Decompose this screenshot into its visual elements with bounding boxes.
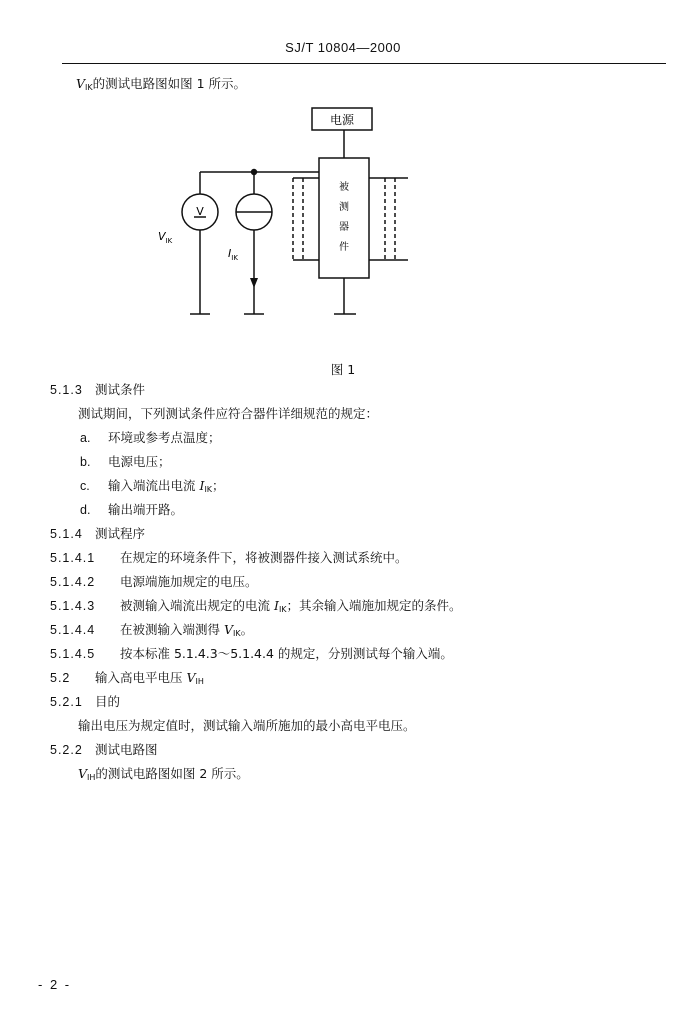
section-number: 5.2	[50, 671, 71, 685]
condition-item	[80, 502, 183, 518]
step-number: 5.1.4.1	[50, 551, 96, 565]
condition-letter: a.	[80, 431, 91, 445]
condition-item	[80, 430, 221, 446]
section-5-1-3-heading	[50, 382, 145, 398]
step-number: 5.1.4.5	[50, 647, 96, 661]
condition-text: 输出端开路。	[108, 502, 184, 517]
step-number: 5.1.4.2	[50, 575, 96, 589]
dut-char-3: 器	[339, 222, 349, 233]
section-5-1-4-heading	[50, 526, 145, 542]
conditions-intro: 测试期间，下列测试条件应符合器件详细规范的规定：	[78, 406, 379, 421]
step-symbol: V	[223, 622, 234, 637]
i-ik-label: $I_{IK}$	[228, 247, 238, 262]
step-symbol: I	[273, 598, 279, 613]
intro-symbol: V	[76, 76, 86, 91]
step-symbol-sub: IK	[233, 629, 241, 638]
intro-symbol-sub: IK	[85, 83, 93, 92]
purpose-text: 输出电压为规定值时，测试输入端所施加的最小高电平电压。	[78, 718, 416, 733]
section-5-2-2-heading	[50, 742, 158, 758]
section-number: 5.2.1	[50, 695, 83, 709]
figure2-symbol: V	[78, 766, 88, 781]
figure2-symbol-sub: IH	[87, 773, 96, 782]
condition-letter: b.	[80, 455, 91, 469]
condition-letter: c.	[80, 479, 90, 493]
step-text: 被测输入端流出规定的电流	[120, 598, 274, 613]
section-title: 目的	[95, 694, 121, 709]
v-ik-label: $V_{IK}$	[158, 230, 173, 245]
section-number: 5.1.3	[50, 383, 83, 397]
figure2-text: 的测试电路图如图 2 所示。	[95, 766, 249, 781]
step-number: 5.1.4.4	[50, 623, 96, 637]
voltmeter-symbol: V	[196, 205, 204, 218]
condition-letter: d.	[80, 503, 91, 517]
section-symbol: V	[186, 670, 196, 685]
step-text: 电源端施加规定的电压。	[120, 574, 258, 589]
section-title: 测试条件	[95, 382, 146, 397]
step-symbol-sub: IK	[278, 605, 287, 614]
figure1-circuit-diagram	[0, 0, 686, 360]
section-5-2-1-heading	[50, 694, 120, 710]
condition-symbol-sub: IK	[204, 485, 213, 494]
figure1-caption: 图 1	[330, 362, 356, 377]
condition-after: ；	[212, 478, 225, 493]
section-title: 输入高电平电压	[95, 670, 187, 685]
page-number: - 2 -	[38, 977, 72, 992]
step-after: 。	[240, 622, 254, 637]
procedure-step	[50, 550, 408, 566]
step-number: 5.1.4.3	[50, 599, 96, 613]
current-arrow-icon	[250, 278, 258, 288]
condition-text: 输入端流出电流	[108, 478, 200, 493]
section-number: 5.1.4	[50, 527, 83, 541]
dut-char-4: 件	[339, 242, 349, 253]
dut-char-2: 测	[339, 202, 349, 213]
section-title: 测试程序	[95, 526, 146, 541]
figure2-reference	[78, 766, 249, 786]
document-number: SJ/T 10804—2000	[285, 40, 401, 55]
procedure-step	[50, 598, 462, 618]
step-text: 在规定的环境条件下，将被测器件接入测试系统中。	[120, 550, 408, 565]
condition-item	[80, 454, 171, 470]
power-supply-label: 电源	[329, 113, 355, 127]
condition-text: 电源电压；	[108, 454, 171, 469]
procedure-step	[50, 622, 253, 642]
section-title: 测试电路图	[95, 742, 158, 757]
dut-char-1: 被	[339, 182, 349, 193]
section-number: 5.2.2	[50, 743, 83, 757]
condition-text: 环境或参考点温度；	[108, 430, 221, 445]
step-text: 按本标准 5.1.4.3～5.1.4.4 的规定，分别测试每个输入端。	[120, 646, 453, 661]
intro-text: 的测试电路图如图 1 所示。	[92, 76, 247, 91]
step-after: ；其余输入端施加规定的条件。	[286, 598, 462, 613]
condition-symbol: I	[199, 478, 205, 493]
dut-box	[319, 158, 369, 278]
procedure-step	[50, 646, 453, 662]
section-5-2-heading	[50, 670, 204, 690]
section-symbol-sub: IH	[195, 677, 204, 686]
procedure-step	[50, 574, 258, 590]
step-text: 在被测输入端测得	[120, 622, 224, 637]
condition-item	[80, 478, 225, 498]
